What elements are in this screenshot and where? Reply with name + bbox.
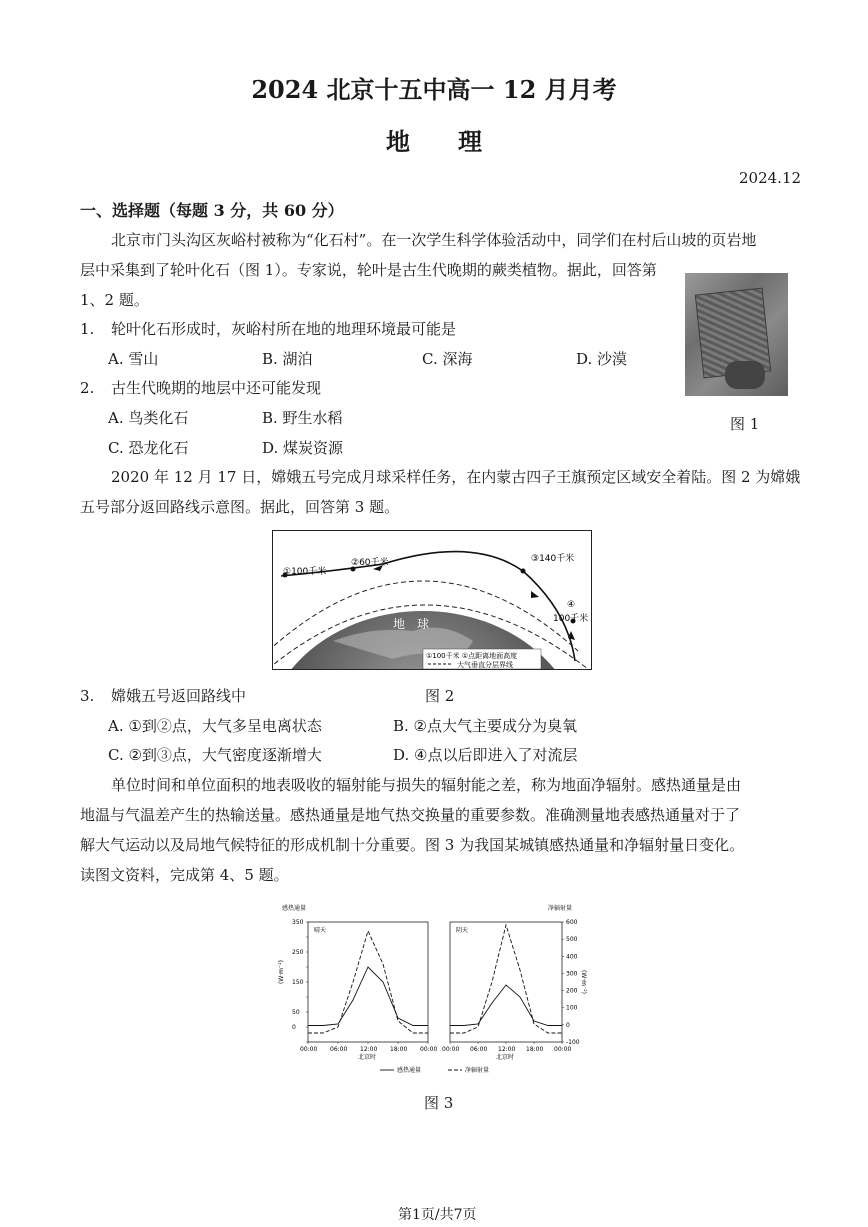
route-point-label: ③140千米 [531,554,575,564]
y-axis-title-right: 净辐射量 [548,905,573,912]
question-stem: 古生代晚期的地层中还可能发现 [111,379,322,397]
passage3-line: 读图文资料，完成第 4、5 题。 [80,866,289,884]
option: A. 雪山 [108,350,159,368]
return-route-diagram [272,530,592,670]
chart-frame [450,922,562,1042]
y-tick-label-right: 200 [566,987,578,995]
y-tick-label-left: 50 [292,1009,300,1016]
route-point-label: 100千米 [553,614,589,624]
x-tick-label: 06:00 [470,1046,488,1053]
sensible-heat-line [308,967,428,1026]
y-tick-label-right: -100 [566,1039,580,1046]
hand-image [725,361,765,389]
option: D. ④点以后即进入了对流层 [393,746,578,764]
y-tick-label-right: 600 [566,919,578,926]
y-tick-label-left: 250 [292,949,304,956]
x-tick-label: 00:00 [442,1046,460,1053]
subject-title: 地 理 [386,127,482,156]
x-tick-label: 18:00 [526,1046,544,1053]
question-number: 3. [80,687,95,705]
figure2-caption: 图 2 [425,687,455,705]
passage2-line: 2020 年 12 月 17 日，嫦娥五号完成月球采样任务，在内蒙古四子王旗预定区域安全着陆。图 2 为嫦娥 [111,468,801,486]
passage1-line: 1、2 题。 [80,291,149,309]
y-tick-label-right: 500 [566,936,578,944]
question-number: 2. [80,379,95,397]
figure3-caption: 图 3 [424,1094,454,1112]
y-tick-label-left: 350 [292,919,304,926]
x-tick-label: 12:00 [498,1046,516,1053]
legend-item: 大气垂直分层界线 [457,661,513,669]
y-tick-label-right: 300 [566,970,578,978]
passage3-line: 解大气运动以及局地气候特征的形成机制十分重要。图 3 为我国某城镇感热通量和净辐射量日变化。 [80,836,745,854]
route-point-label: ①100千米 [283,567,327,577]
route-point-label: ④ [567,600,576,610]
net-radiation-line [308,931,428,1033]
option: B. 湖泊 [262,350,313,368]
x-axis-title: 北京时 [358,1054,377,1061]
heat-flux-chart [270,900,590,1080]
section-heading: 一、选择题（每题 3 分，共 60 分） [80,201,344,220]
passage2-line: 五号部分返回路线示意图。据此，回答第 3 题。 [80,498,400,516]
option: B. ②点大气主要成分为臭氧 [393,717,578,735]
legend-label: 感热通量 [397,1067,422,1074]
option: D. 煤炭资源 [262,439,344,457]
net-radiation-line [450,925,562,1033]
x-tick-label: 18:00 [390,1046,408,1053]
y-axis-unit-left: (W·m⁻²) [278,960,285,984]
question-number: 1. [80,320,95,338]
question-stem: 嫦娥五号返回路线中 [111,687,247,705]
exam-title: 2024 北京十五中高一 12 月月考 [251,75,617,104]
option: C. 恐龙化石 [108,439,189,457]
x-tick-label: 00:00 [554,1046,572,1053]
y-axis-unit-right: (W·m⁻²) [580,970,587,994]
sensible-heat-line [450,985,562,1026]
legend-label: 净辐射量 [465,1067,490,1074]
y-axis-title-left: 感热通量 [282,905,307,912]
option: A. ①到②点，大气多呈电离状态 [108,717,322,735]
exam-date: 2024.12 [739,169,802,187]
y-tick-label-left: 150 [292,979,304,986]
option: B. 野生水稻 [262,409,343,427]
option: C. ②到③点，大气密度逐渐增大 [108,746,322,764]
x-tick-label: 06:00 [330,1046,348,1053]
option: D. 沙漠 [576,350,628,368]
question-stem: 轮叶化石形成时，灰峪村所在地的地理环境最可能是 [111,320,457,338]
passage1-line: 层中采集到了轮叶化石（图 1）。专家说，轮叶是古生代晚期的蕨类植物。据此，回答第 [80,261,657,279]
route-arrow [531,591,539,598]
return-route-svg [273,531,591,669]
figure1-caption: 图 1 [730,415,760,433]
x-tick-label: 00:00 [300,1046,318,1053]
passage1-line: 北京市门头沟区灰峪村被称为“化石村”。在一次学生科学体验活动中，同学们在村后山坡的页岩地 [111,231,757,249]
legend-item: ①100千米 ①点距离地面高度 [426,652,518,660]
option: A. 鸟类化石 [108,409,189,427]
y-tick-label-left: 0 [292,1024,296,1031]
option: C. 深海 [422,350,473,368]
x-tick-label: 12:00 [360,1046,378,1053]
passage3-line: 地温与气温差产生的热输送量。感热通量是地气热交换量的重要参数。准确测量地表感热通量对于了 [80,806,741,824]
panel-label: 阴天 [456,927,469,934]
earth-label: 地 球 [393,617,430,631]
panel-label: 晴天 [314,927,327,934]
y-tick-label-right: 400 [566,953,578,961]
page-number: 第1页/共7页 [398,1207,477,1223]
passage3-line: 单位时间和单位面积的地表吸收的辐射能与损失的辐射能之差，称为地面净辐射。感热通量是由 [111,776,742,794]
x-axis-title: 北京时 [496,1054,515,1061]
fossil-photo [685,273,788,396]
y-tick-label-right: 100 [566,1004,578,1012]
x-tick-label: 00:00 [420,1046,438,1053]
y-tick-label-right: 0 [566,1021,570,1029]
route-point-label: ②60千米 [351,558,389,568]
